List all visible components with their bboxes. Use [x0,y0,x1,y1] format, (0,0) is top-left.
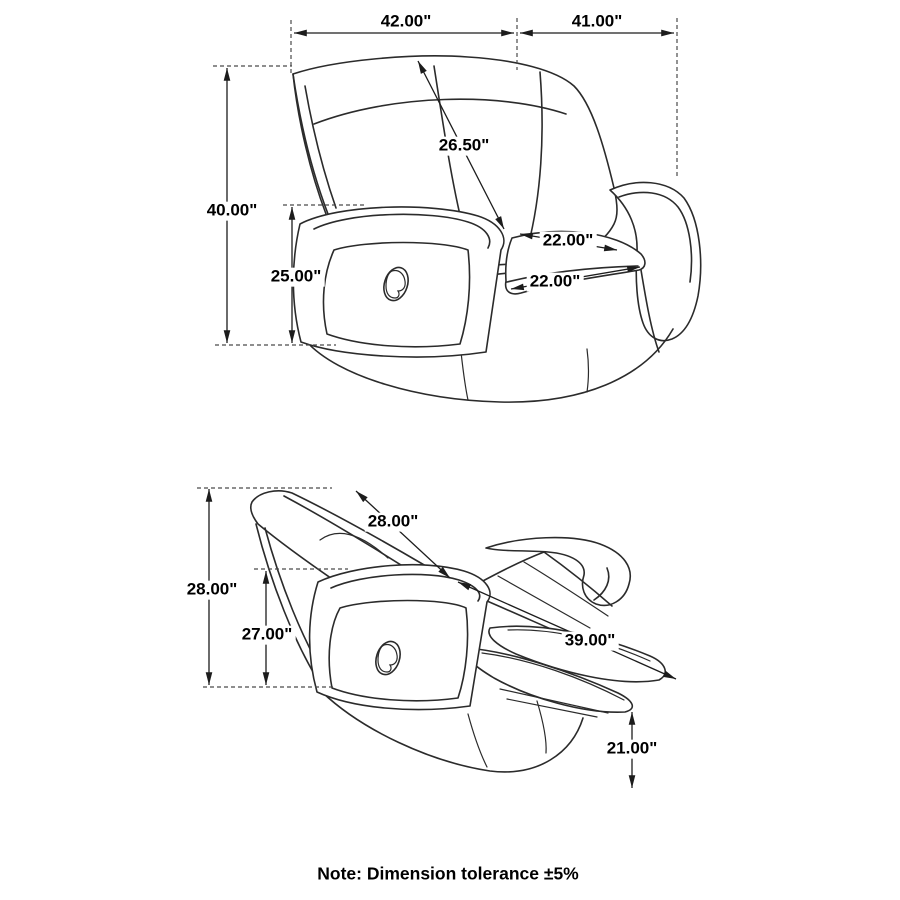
dim-label-reclined-arm-height: 27.00" [239,626,296,645]
upright-recliner-drawing [293,56,701,402]
reclined-base-seam-1 [468,714,487,767]
dim-label-extended-length: 39.00" [562,632,619,651]
dim-label-footrest-height: 21.00" [604,740,661,759]
dim-label-back-height: 26.50" [436,137,493,156]
dim-label-arm-height: 25.00" [268,268,325,287]
reclined-base-seam-2 [537,701,546,753]
tolerance-note: Note: Dimension tolerance ±5% [317,863,579,884]
dim-label-reclined-height: 28.00" [184,581,241,600]
dim-label-seat-width: 22.00" [540,232,597,251]
dim-label-overall-height: 40.00" [204,202,261,221]
dim-label-seat-depth: 22.00" [527,273,584,292]
dim-label-overall-depth: 41.00" [569,13,626,32]
upright-base-seam-1 [461,352,468,400]
dim-label-back-length: 28.00" [365,513,422,532]
upright-base-seam-2 [587,349,589,392]
dim-label-overall-width: 42.00" [378,13,435,32]
